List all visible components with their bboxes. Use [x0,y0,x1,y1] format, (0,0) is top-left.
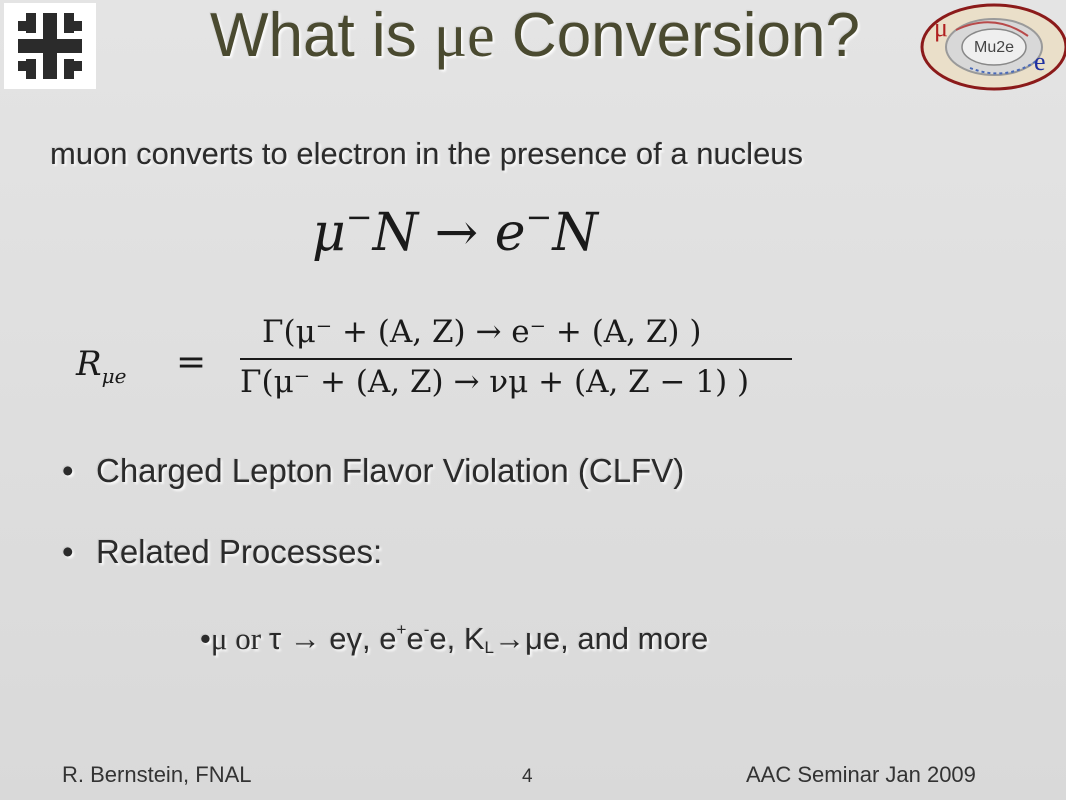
title-suffix: Conversion? [494,1,860,70]
sub-bullet-processes: •μ or τ → eγ, e+e-e, $K_L\to\mu e$, and more [200,620,709,657]
bullet-text: Charged Lepton Flavor Violation (CLFV) [96,452,685,489]
bullet-related-processes [62,533,382,571]
footer-event: AAC Seminar Jan 2009 [746,762,976,787]
bullet-clfv [62,452,684,490]
mu2e-mu-symbol: μ [934,13,948,42]
subtitle: muon converts to electron in the presence of a nucleus [50,136,804,171]
title-symbol: μe [433,2,495,70]
bullet-dot: • [62,452,74,489]
fraction-bar [240,358,792,360]
ratio-lhs: $R_{\mu e}$ [76,344,127,388]
bullet-text: Related Processes: [96,533,383,570]
mu2e-e-symbol: e [1034,47,1046,76]
ratio-equation [76,314,796,410]
bullet-dot: • [62,533,74,570]
footer-page-number: 4 [522,766,533,787]
ratio-equals: = [176,342,207,383]
fermilab-logo [4,3,96,89]
sub-bullet-dot: • [200,621,211,656]
slide-title [120,0,950,72]
footer-author: R. Bernstein, FNAL [62,762,252,787]
ratio-denominator: Γ(μ⁻ + (A, Z) → νμ + (A, Z − 1) ) [240,364,750,400]
ratio-numerator: Γ(μ⁻ + (A, Z) → e⁻ + (A, Z) ) [262,314,702,350]
reaction-equation: μ−N → e−N [312,198,598,263]
title-prefix: What is [209,1,434,70]
mu2e-text: Mu2e [974,39,1015,56]
